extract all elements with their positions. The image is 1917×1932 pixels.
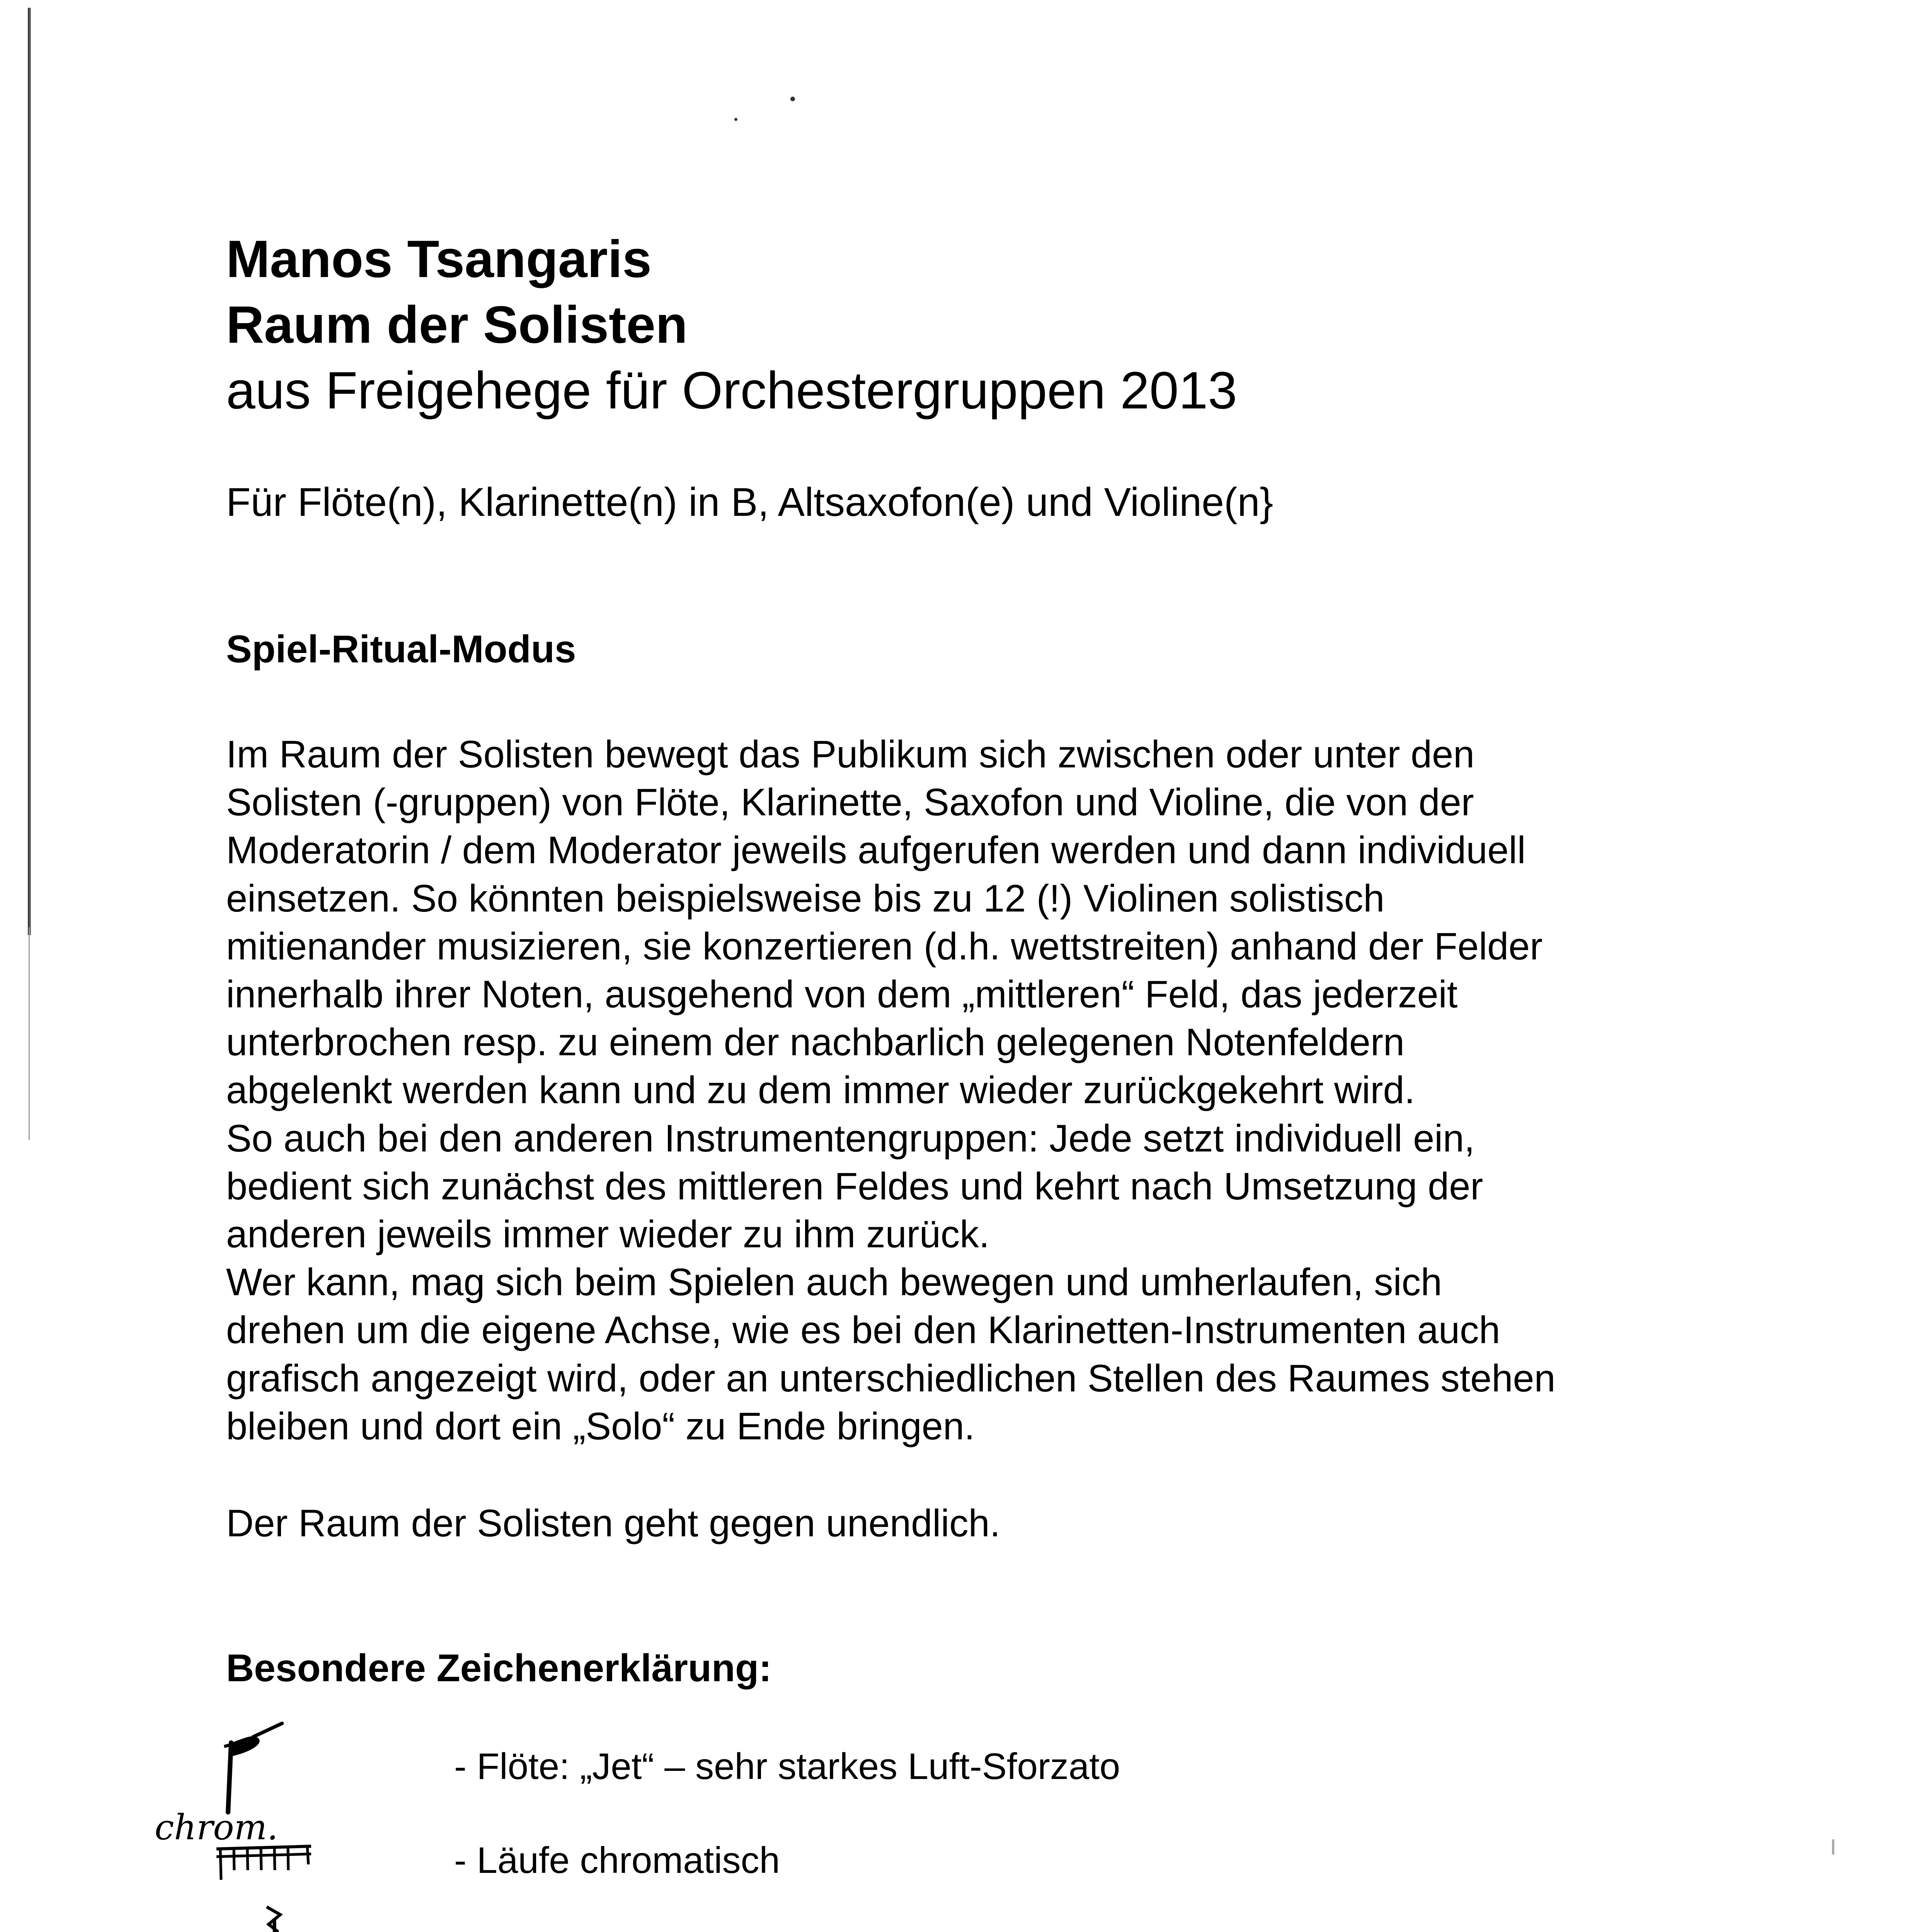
body-line: So auch bei den anderen Instrumentengruppen: Jede setzt individuell ein, — [226, 1116, 1475, 1160]
jet-flag-icon — [216, 1716, 309, 1818]
chrom-handwritten-label: chrom. — [155, 1807, 278, 1848]
closing-line: Der Raum der Solisten geht gegen unendlich. — [226, 1502, 1001, 1544]
chromatic-run-icon — [155, 1807, 317, 1884]
scan-speck — [790, 97, 795, 101]
section-heading-mode: Spiel-Ritual-Modus — [226, 628, 576, 671]
body-line: Moderatorin / dem Moderator jeweils aufgerufen werden und dann individuell — [226, 828, 1526, 872]
instrumentation-line: Für Flöte(n), Klarinette(n) in B, Altsaxofon(e) und Violine(n} — [226, 480, 1273, 525]
body-line: bedient sich zunächst des mittleren Feldes und kehrt nach Umsetzung der — [226, 1164, 1483, 1208]
scan-speck — [734, 118, 737, 121]
scan-mark — [1832, 1839, 1834, 1855]
legend-item-chromatic: - Läufe chromatisch — [454, 1840, 780, 1881]
scan-edge-shadow — [28, 8, 31, 935]
body-line: Im Raum der Solisten bewegt das Publikum sich zwischen oder unter den — [226, 733, 1475, 776]
body-line: mitienander musizieren, sie konzertieren (d.h. wettstreiten) anhand der Felder — [226, 924, 1543, 968]
body-line: unterbrochen resp. zu einem der nachbarlich gelegenen Notenfeldern — [226, 1020, 1405, 1064]
body-line: anderen jeweils immer wieder zu ihm zurück. — [226, 1213, 990, 1256]
body-line: einsetzen. So könnten beispielsweise bis zu 12 (!) Violinen solistisch — [226, 876, 1385, 920]
legend-item-jet: - Flöte: „Jet“ – sehr starkes Luft-Sforzato — [454, 1746, 1120, 1787]
body-line: bleiben und dort ein „Solo“ zu Ende bringen. — [226, 1404, 975, 1447]
body-line: drehen um die eigene Achse, wie es bei den Klarinetten-Instrumenten auch — [226, 1308, 1500, 1352]
body-line: Solisten (-gruppen) von Flöte, Klarinette, Saxofon und Violine, die von der — [226, 781, 1474, 824]
body-line: grafisch angezeigt wird, oder an unterschiedlichen Stellen des Raumes stehen — [226, 1356, 1556, 1400]
body-line: abgelenkt werden kann und zu dem immer wieder zurückgekehrt wird. — [226, 1068, 1415, 1112]
author-name: Manos Tsangaris — [226, 230, 652, 288]
section-body — [226, 730, 1733, 1450]
scan-edge-shadow-lower — [29, 927, 30, 1140]
body-line: Wer kann, mag sich beim Spielen auch bewegen und umherlaufen, sich — [226, 1260, 1442, 1304]
body-line: innerhalb ihrer Noten, ausgehend von dem „mittleren“ Feld, das jederzeit — [226, 973, 1458, 1016]
multiphonic-icon — [247, 1903, 301, 1932]
legend-heading: Besondere Zeichenerklärung: — [226, 1646, 772, 1690]
source-line: aus Freigehege für Orchestergruppen 2013 — [226, 361, 1237, 420]
piece-title: Raum der Solisten — [226, 295, 688, 354]
